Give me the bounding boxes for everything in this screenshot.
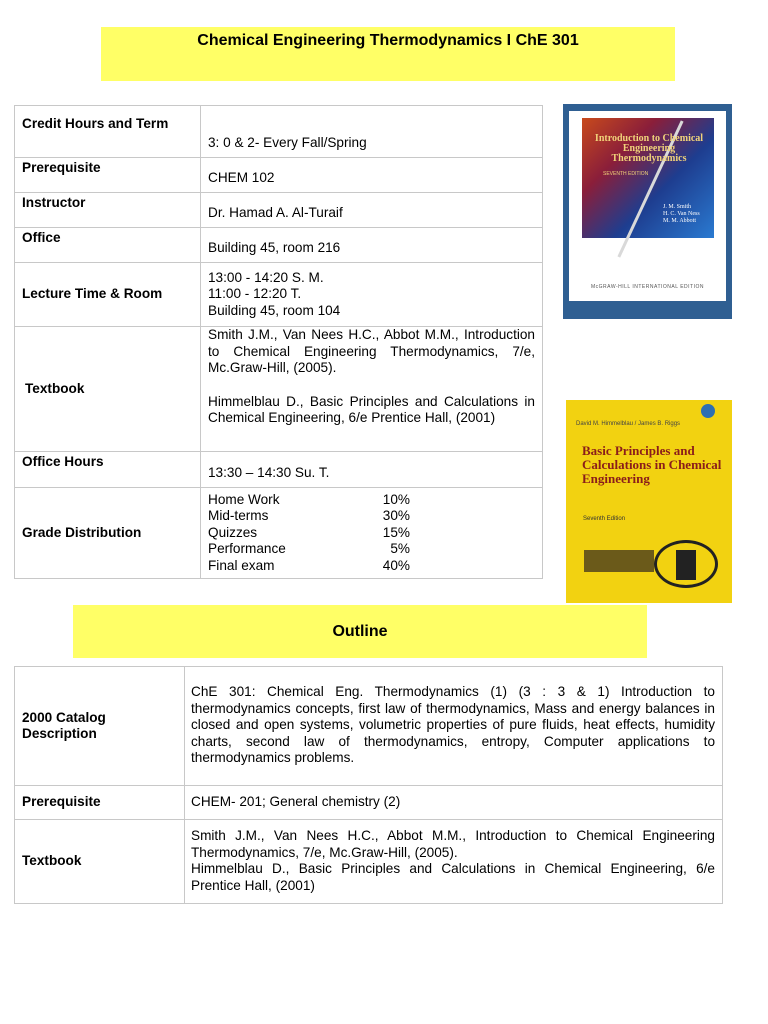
course-title: Chemical Engineering Thermodynamics I ChE 301 [197,32,579,49]
table-row [15,263,543,327]
grade-distribution-label: Grade Distribution [15,488,201,579]
textbook-value [201,327,543,452]
outline-prerequisite-value: CHEM- 201; General chemistry (2) [185,786,723,820]
lecture-line-3: Building 45, room 104 [208,302,341,318]
smith-cover-authors: J. M. Smith H. C. Van Ness M. M. Abbott [663,204,700,224]
course-info-table [14,105,543,579]
grade-item: Performance 5% [208,541,410,557]
instructor-value: Dr. Hamad A. Al-Turaif [201,193,543,228]
himmelblau-cover-edition: Seventh Edition [583,516,626,522]
lecture-line-1: 13:00 - 14:20 S. M. [208,269,324,285]
table-row [15,106,543,158]
himmelblau-textbook-cover [566,400,732,603]
credit-hours-label: Credit Hours and Term [15,106,201,158]
table-row [15,158,543,193]
outline-textbook-line-1: Smith J.M., Van Nees H.C., Abbot M.M., Introduction to Chemical Engineering Thermodynamics, 7/e, Mc.Graw-Hill, (2005). [191,828,715,860]
lecture-value [201,263,543,327]
outline-textbook-label: Textbook [15,820,185,904]
smith-cover-publisher: McGRAW-HILL INTERNATIONAL EDITION [591,284,704,290]
grade-item: Mid-terms 30% [208,508,410,524]
office-hours-value: 13:30 – 14:30 Su. T. [201,452,543,488]
instructor-label: Instructor [15,193,201,228]
table-row [15,820,723,904]
textbook-paragraph-2: Himmelblau D., Basic Principles and Calculations in Chemical Engineering, 6/e Prentice Hall, (2001) [208,393,535,425]
office-label: Office [15,228,201,263]
lecture-line-2: 11:00 - 12:20 T. [208,286,302,302]
grade-item: Home Work 10% [208,491,410,507]
series-label-block [584,550,654,572]
publisher-logo-icon [701,404,715,418]
lecture-label: Lecture Time & Room [15,263,201,327]
outline-textbook-line-2: Himmelblau D., Basic Principles and Calculations in Chemical Engineering, 6/e Prentice Hall, (2001) [191,861,715,893]
prerequisite-label: Prerequisite [15,158,201,193]
grade-item: Final exam 40% [208,557,410,573]
course-title-banner [101,27,675,81]
table-row [15,327,543,452]
textbook-label: Textbook [15,327,201,452]
outline-title: Outline [332,622,388,640]
office-value: Building 45, room 216 [201,228,543,263]
table-row [15,452,543,488]
grade-item: Quizzes 15% [208,524,410,540]
table-row [15,228,543,263]
table-row [15,488,543,579]
outline-prerequisite-label: Prerequisite [15,786,185,820]
smith-cover-edition: SEVENTH EDITION [603,171,649,177]
credit-hours-value: 3: 0 & 2- Every Fall/Spring [201,106,543,158]
outline-banner [73,605,647,658]
outline-textbook-value [185,820,723,904]
textbook-paragraph-1: Smith J.M., Van Nees H.C., Abbot M.M., Introduction to Chemical Engineering Thermodynamics, 7/e, Mc.Graw-Hill, (2005). [208,327,535,375]
prerequisite-value: CHEM 102 [201,158,543,193]
catalog-description-label: 2000 Catalog Description [15,667,185,786]
himmelblau-cover-authors: David M. Himmelblau / James B. Riggs [576,421,681,427]
table-row [15,786,723,820]
office-hours-label: Office Hours [15,452,201,488]
himmelblau-cover-title: Basic Principles and Calculations in Chemical Engineering [582,443,722,486]
table-row [15,667,723,786]
smith-textbook-cover [563,104,732,319]
smith-cover-title: Introduction to Chemical Engineering Thermodynamics [594,133,704,164]
outline-table [14,666,723,904]
grade-distribution-value [201,488,543,579]
table-row [15,193,543,228]
catalog-description-value: ChE 301: Chemical Eng. Thermodynamics (1) (3 : 3 & 1) Introduction to thermodynamics concepts, first law of thermodynamics, Mass and energy balances in closed and open systems, volumetric properties of pure fluids, heat effects, humidity charts, second law of thermodynamics, entropy, Computer applications to thermodynamics problems. [185,667,723,786]
